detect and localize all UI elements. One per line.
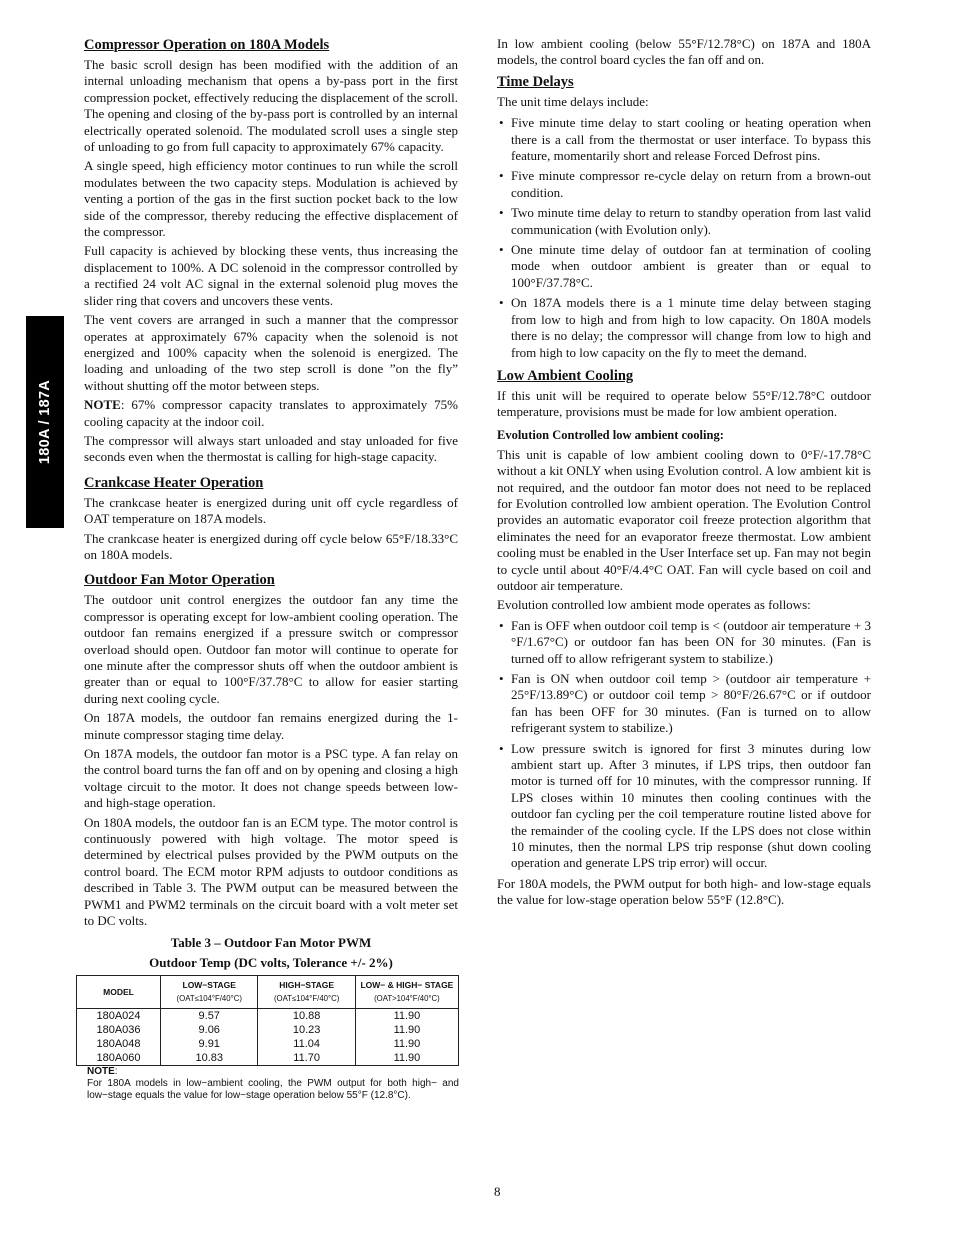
time-delays-list	[497, 115, 871, 361]
paragraph: The compressor will always start unloaded and stay unloaded for five seconds even when the thermostat is calling for high-stage capacity.	[84, 432, 458, 465]
list-item: • On 187A models there is a 1 minute time delay between staging from low to high and from high to low capacity. On 180A models there is no delay; the compressor will change from low to high and from high to low capacity on the fly to meet the demand.	[499, 295, 871, 360]
table-cell: 11.70	[258, 1051, 355, 1066]
time-delays-heading: Time Delays	[497, 73, 574, 90]
table-subcaption: Outdoor Temp (DC volts, Tolerance +/- 2%)	[149, 954, 393, 970]
table-row	[77, 1008, 459, 1023]
table-cell-model: 180A060	[77, 1051, 161, 1066]
paragraph: Evolution controlled low ambient mode operates as follows:	[497, 597, 811, 613]
table-row	[77, 1037, 459, 1051]
table-header-model: MODEL	[77, 975, 161, 1008]
paragraph: In low ambient cooling (below 55°F/12.78°C) on 187A and 180A models, the control board cycles the fan off and on.	[497, 36, 871, 68]
paragraph: The unit time delays include:	[497, 93, 649, 109]
right-column	[497, 36, 871, 912]
note-label: NOTE	[84, 397, 121, 413]
crankcase-heater-heading: Crankcase Heater Operation	[84, 474, 264, 491]
list-item: • One minute time delay of outdoor fan at termination of cooling mode when outdoor ambient is greater than or equal to 100°F/37.78°C.	[499, 242, 871, 290]
paragraph: For 180A models, the PWM output for both high- and low-stage equals the value for low-stage operation below 55°F (12.8°C).	[497, 875, 871, 908]
note-text: : 67% compressor capacity translates to approximately 75% cooling capacity at the indoor coil.	[84, 397, 458, 429]
paragraph: The vent covers are arranged in such a manner that the compressor operates at approximately 67% capacity when the solenoid is not energized and 100% capacity when the solenoid is energized. The loading and unloading of the two step scroll is done ”on the fly” without shutting off the motor between steps.	[84, 312, 458, 393]
list-item: • Two minute time delay to return to standby operation from last valid communication (with Evolution only).	[499, 205, 871, 237]
paragraph: The outdoor unit control energizes the outdoor fan any time the compressor is operating except for low-ambient cooling operation. The outdoor fan remains energized if a pressure switch or compressor overload should open. Outdoor fan motor will continue to operate for one minute after the compressor shuts off when the outdoor ambient is greater than or equal to 100°F/37.78°C to allow for easier starting during next cooling cycle.	[84, 592, 458, 706]
side-tab-label: 180A / 187A	[37, 379, 53, 465]
paragraph: Full capacity is achieved by blocking these vents, thus increasing the displacement to 100%. A DC solenoid in the compressor controlled by a rectified 24 volt AC signal in the external solenoid plug moves the slider ring that covers and uncovers these vents.	[84, 243, 458, 308]
table-cell: 10.23	[258, 1023, 355, 1037]
table-header-high-stage: HIGH−STAGE (OAT≤104°F/40°C)	[258, 975, 355, 1008]
paragraph: On 187A models, the outdoor fan motor is a PSC type. A fan relay on the control board turns the fan off and on by opening and closing a high voltage circuit to the motor. It does not change speeds between low- and high-stage operation.	[84, 746, 458, 811]
table-row	[77, 1051, 459, 1066]
list-item: • Five minute time delay to start cooling or heating operation when there is a call from the thermostat or user interface. To bypass this feature, momentarily short and release Forced Defrost pins.	[499, 115, 871, 164]
list-item: • Five minute compressor re-cycle delay on return from a brown-out condition.	[499, 168, 871, 200]
table-cell: 11.04	[258, 1037, 355, 1051]
list-item: • Low pressure switch is ignored for first 3 minutes during low ambient start up. After 3 minutes, if LPS trips, then outdoor fan motor is turned off for 10 minutes, with the compressor running. If LPS closes within 10 minutes then cooling continues with the outdoor fan cycling per the coil temperature routine listed above for the remainder of the cooling cycle. If the LPS does not close within 10 minutes, then the normal LPS trip response (shut down cooling operation and generate LPS trip error) will occur.	[499, 740, 871, 871]
paragraph: If this unit will be required to operate below 55°F/12.78°C outdoor temperature, provisions must be made for low ambient operation.	[497, 387, 871, 420]
table-note: NOTE: For 180A models in low−ambient cooling, the PWM output for both high− and low−stage equals the value for low−stage operation below 55°F (12.8°C).	[87, 1065, 459, 1101]
low-ambient-mode-list	[497, 618, 871, 872]
note-paragraph	[84, 397, 458, 430]
list-item: • Fan is ON when outdoor coil temp > (outdoor air temperature + 25°F/13.89°C) or outdoor coil temp > 80°F/26.67°C or if outdoor fan has been OFF for 30 minutes. (Fan is turned on to allow refrigerant system to stabilize.)	[499, 671, 871, 736]
outdoor-fan-motor-heading: Outdoor Fan Motor Operation	[84, 572, 275, 589]
paragraph: The crankcase heater is energized during unit off cycle regardless of OAT temperature on 187A models.	[84, 494, 458, 527]
table-cell: 9.06	[161, 1023, 258, 1037]
table-header-row	[77, 975, 459, 1008]
table-cell: 10.83	[161, 1051, 258, 1066]
low-ambient-cooling-heading: Low Ambient Cooling	[497, 367, 634, 384]
section-side-tab	[26, 316, 64, 528]
table-cell-model: 180A036	[77, 1023, 161, 1037]
table-cell: 11.90	[355, 1037, 458, 1051]
page-number: 8	[494, 1184, 501, 1199]
table-cell: 9.57	[161, 1008, 258, 1023]
paragraph: The crankcase heater is energized during off cycle below 65°F/18.33°C on 180A models.	[84, 530, 458, 562]
left-column	[84, 36, 458, 1102]
table-cell: 9.91	[161, 1037, 258, 1051]
list-item: • Fan is OFF when outdoor coil temp is < (outdoor air temperature + 3 °F/1.67°C) or outdoor fan has been ON for 30 minutes. (Fan is turned off to allow refrigerant system to stabilize.)	[499, 617, 871, 666]
evolution-subheading: Evolution Controlled low ambient cooling:	[497, 427, 724, 442]
table-cell: 11.90	[355, 1023, 458, 1037]
paragraph: The basic scroll design has been modified with the addition of an internal unloading mechanism that opens a by-pass port in the first compression pocket, effectively reducing the displacement of the scroll. The opening and closing of the by-pass port is controlled by an internal electrically operated solenoid. The modulated scroll uses a single step of unloading to go from full capacity to approximately 67% capacity.	[84, 57, 458, 155]
table-cell: 10.88	[258, 1008, 355, 1023]
compressor-operation-heading: Compressor Operation on 180A Models	[84, 37, 330, 53]
paragraph: This unit is capable of low ambient cooling down to 0°F/-17.78°C without a kit ONLY when using Evolution control. A low ambient kit is not required, and the outdoor fan motor does not need to be replaced for Evolution controlled low ambient operation. The Evolution Control provides an automatic evaporator coil freeze protection algorithm that eliminates the need for an evaporator freeze thermostat. Low ambient cooling must be enabled in the User Interface set up. Fan may not begin to cycle until about 40°F/4.4°C OAT. Fan will cycle based on coil and outdoor air temperature.	[497, 446, 872, 593]
table-cell: 11.90	[355, 1051, 458, 1066]
table-header-low-stage: LOW−STAGE (OAT≤104°F/40°C)	[161, 975, 258, 1008]
paragraph: A single speed, high efficiency motor continues to run while the scroll modulates between the two capacity steps. Modulation is achieved by venting a portion of the gas in the first suction pocket back to the low side of the compressor, thereby reducing the effective displacement of the compressor.	[84, 158, 458, 240]
table-header-both-stage: LOW− & HIGH− STAGE (OAT>104°F/40°C)	[355, 975, 458, 1008]
pwm-table	[76, 975, 459, 1066]
table-cell: 11.90	[355, 1008, 458, 1023]
table-caption: Table 3 – Outdoor Fan Motor PWM	[170, 934, 372, 950]
paragraph: On 180A models, the outdoor fan is an ECM type. The motor control is continuously powered with high voltage. The motor speed is determined by electrical pulses provided by the PWM outputs on the control board. The ECM motor RPM adjusts to outdoor conditions as described in Table 3. The PWM output can be measured between the PWM1 and PWM2 terminals on the circuit board with a volt meter set to DC volts.	[84, 814, 458, 929]
table-cell-model: 180A024	[77, 1008, 161, 1023]
table-row	[77, 1023, 459, 1037]
table-note-label: NOTE	[87, 1065, 115, 1077]
table-note-text: For 180A models in low−ambient cooling, the PWM output for both high− and low−stage equals the value for low−stage operation below 55°F (12.8°C).	[87, 1077, 459, 1101]
table-cell-model: 180A048	[77, 1037, 161, 1051]
paragraph: On 187A models, the outdoor fan remains energized during the 1-minute compressor staging time delay.	[84, 710, 458, 742]
